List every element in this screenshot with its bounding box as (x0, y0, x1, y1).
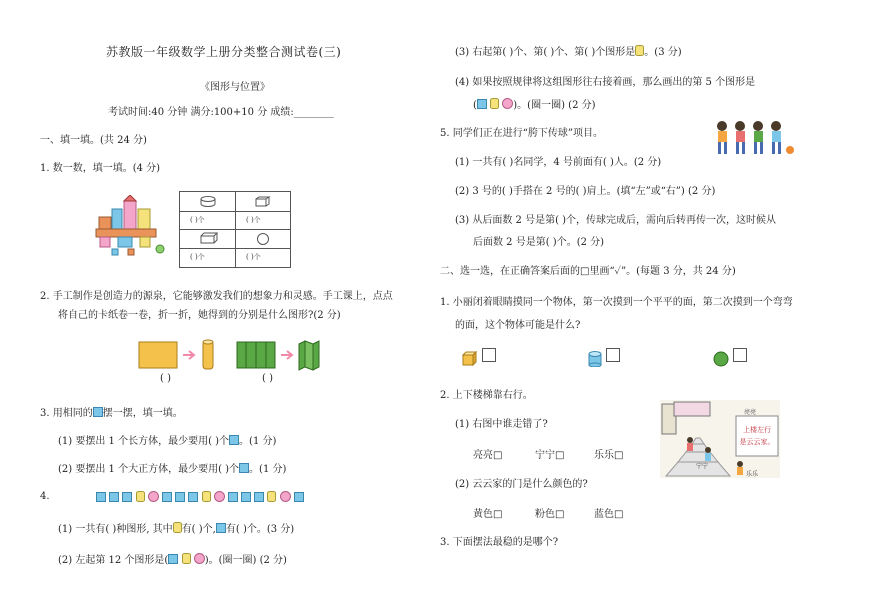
option-ningning[interactable]: 宁宁□ (535, 450, 565, 461)
cube-icon (109, 492, 119, 502)
question-4-2 (58, 551, 287, 566)
cube-icon (241, 492, 251, 502)
stairs-sign-line2: 是云云家。 (739, 438, 775, 446)
question-3-2-text-b: 。(1 分) (249, 464, 287, 475)
option-lele[interactable]: 乐乐□ (594, 450, 624, 461)
question-3-2 (58, 460, 286, 475)
question-4-2-text-b: )。(圈一圈) (2 分) (204, 555, 287, 566)
section-2-question-2-1: (1) 右图中谁走错了? (455, 419, 548, 430)
question-3-text-a: 3. 用相同的 (40, 408, 93, 419)
option-pink[interactable]: 粉色□ (535, 509, 565, 520)
answer-blank[interactable]: ( ) (262, 373, 273, 384)
sphere-icon (280, 491, 291, 502)
question-3-1 (58, 432, 276, 447)
question-2-line2: 将自己的卡纸卷一卷，折一折，她得到的分别是什么图形?(2 分) (58, 310, 341, 321)
cube-icon (188, 492, 198, 502)
cube-icon (294, 492, 304, 502)
section-2-question-1-line1: 1. 小丽闭着眼睛摸同一个物体，第一次摸到一个平平的面，第二次摸到一个弯弯 (440, 297, 793, 308)
cube-option-icon[interactable] (477, 99, 487, 109)
question-3-1-text-a: (1) 要摆出 1 个长方体，最少要用( )个 (58, 436, 230, 447)
question-5-3-line2: 后面数 2 号是第( )个。(2 分) (473, 237, 605, 248)
cylinder-option-icon[interactable] (182, 553, 191, 564)
cube-icon (228, 492, 238, 502)
cylinder-icon (635, 45, 644, 56)
cube-icon (162, 492, 172, 502)
sphere-shape-icon (256, 232, 270, 246)
sphere-option-icon[interactable] (502, 98, 513, 109)
answer-blank[interactable]: ( ) (160, 373, 171, 384)
question-3-2-text-a: (2) 要摆出 1 个大正方体，最少要用( )个 (58, 464, 240, 475)
cylinder-icon (136, 491, 145, 502)
section-2-heading: 二、选一选，在正确答案后面的□里画“✓”。(每题 3 分，共 24 分) (440, 266, 736, 277)
question-5-3-line1: (3) 从后面数 2 号是第( )个，传球完成后，需向后转再传一次，这时候从 (455, 215, 777, 226)
name-label: 乐乐 (746, 471, 759, 478)
question-4-3 (455, 43, 682, 58)
question-4-1 (58, 520, 294, 535)
exam-subtitle: 《图形与位置》 (200, 82, 270, 93)
cube-icon (254, 492, 264, 502)
question-5-2: (2) 3 号的( )手搭在 2 号的( )肩上。(填“左”或“右”) (2 分) (455, 186, 716, 197)
count-blank[interactable]: ( )个 (190, 216, 205, 224)
question-2-line1: 2. 手工制作是创造力的源泉，它能够激发我们的想象力和灵感。手工课上，点点 (40, 291, 393, 302)
sphere-option-icon[interactable] (194, 553, 205, 564)
question-3-text-b: 摆一摆，填一填。 (102, 408, 183, 419)
cube-icon (122, 492, 132, 502)
cube-icon (462, 351, 478, 367)
count-blank[interactable]: ( )个 (190, 253, 205, 261)
question-4-2-text-a: (2) 左起第 12 个图形是( (58, 555, 169, 566)
sphere-icon (148, 491, 159, 502)
option-cylinder[interactable] (588, 348, 620, 367)
kids-passing-ball-image (712, 118, 796, 158)
question-4-1-text-b: 有( )个, (181, 524, 216, 535)
exam-info: 考试时间:40 分钟 满分:100+10 分 成绩:________ (108, 107, 334, 118)
sphere-icon (214, 491, 225, 502)
small-cube-icon (229, 435, 239, 445)
cylinder-icon (267, 491, 276, 502)
paper-roll-image (137, 339, 221, 371)
question-4-4-line1: (4) 如果按照规律将这组图形往右接着画，那么画出的第 5 个图形是 (455, 77, 756, 88)
question-4-4-text: )。(圈一圈) (2 分) (513, 100, 596, 111)
cube-shape-icon (255, 196, 271, 207)
option-liangliang[interactable]: 亮亮□ (473, 450, 503, 461)
name-label: 亮亮 (744, 409, 757, 416)
name-label: 宁宁 (696, 463, 709, 470)
stairs-sign-line1: 上楼左行 (743, 426, 771, 434)
sphere-icon (713, 351, 729, 367)
section-2-question-1-line2: 的面，这个物体可能是什么? (455, 320, 581, 331)
question-4-3-text-b: 。(3 分) (644, 47, 682, 58)
cylinder-icon (202, 491, 211, 502)
paper-fold-image (235, 339, 325, 371)
exam-title: 苏教版一年级数学上册分类整合测试卷(三) (106, 45, 342, 59)
question-5: 5. 同学们正在进行“胯下传球”项目。 (440, 128, 603, 139)
checkbox[interactable] (606, 348, 620, 362)
small-cube-icon (239, 463, 249, 473)
option-yellow[interactable]: 黄色□ (473, 509, 503, 520)
cuboid-shape-icon (200, 232, 218, 244)
cube-option-icon[interactable] (168, 554, 178, 564)
checkbox[interactable] (733, 348, 747, 362)
question-4-4-line2: ( )。(圈一圈) (2 分) (473, 100, 596, 111)
cylinder-icon (173, 522, 182, 533)
question-1: 1. 数一数，填一填。(4 分) (40, 163, 161, 174)
cube-icon (96, 492, 106, 502)
question-4-3-text-a: (3) 右起第( )个、第( )个、第( )个图形是 (455, 47, 636, 58)
question-4-1-text-c: 有( )个。(3 分) (225, 524, 295, 535)
shape-sequence (96, 491, 304, 504)
cylinder-option-icon[interactable] (490, 98, 499, 109)
cylinder-icon (588, 351, 602, 367)
question-4: 4. (40, 491, 50, 502)
cylinder-shape-icon (200, 196, 216, 207)
building-blocks-image (94, 195, 166, 257)
section-2-question-2-2: (2) 云云家的门是什么颜色的? (455, 479, 588, 490)
small-cube-icon (93, 407, 103, 417)
count-blank[interactable]: ( )个 (246, 253, 261, 261)
cube-icon (175, 492, 185, 502)
question-3 (40, 404, 183, 419)
cube-icon (216, 523, 226, 533)
option-sphere[interactable] (713, 348, 747, 367)
count-table (179, 191, 291, 268)
section-1-heading: 一、填一填。(共 24 分) (40, 135, 147, 146)
question-4-1-text-a: (1) 一共有( )种图形, 其中 (58, 524, 173, 535)
option-blue[interactable]: 蓝色□ (594, 509, 624, 520)
question-5-1: (1) 一共有( )名同学，4 号前面有( )人。(2 分) (455, 157, 662, 168)
count-blank[interactable]: ( )个 (246, 216, 261, 224)
section-2-question-2: 2. 上下楼梯靠右行。 (440, 390, 533, 401)
section-2-question-3: 3. 下面摆法最稳的是哪个? (440, 537, 559, 548)
checkbox[interactable] (482, 348, 496, 362)
question-3-1-text-b: 。(1 分) (239, 436, 277, 447)
option-cube[interactable] (462, 348, 496, 367)
stairs-image (660, 400, 780, 478)
